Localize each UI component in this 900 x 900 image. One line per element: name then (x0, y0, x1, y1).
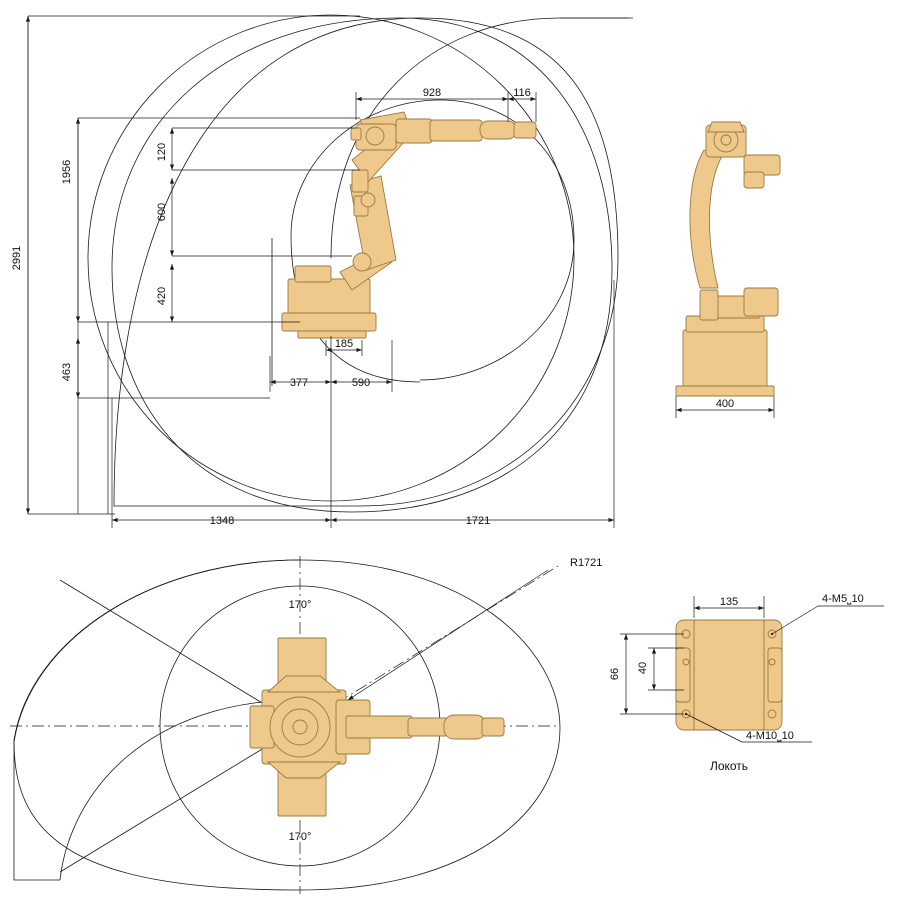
dim-66: 66 (609, 667, 621, 681)
dim-r1721: R1721 (570, 557, 603, 569)
angle-upper-170: 170° (288, 599, 312, 611)
callout-4-m10: 4-M10⎵10 (746, 730, 794, 742)
top-view-dimensions (0, 0, 548, 700)
dim-40: 40 (637, 661, 649, 675)
dim-377: 377 (289, 377, 309, 389)
callout-4-m5: 4-M5⎵10 (822, 593, 864, 605)
dim-185: 185 (334, 338, 354, 350)
dim-120: 120 (156, 142, 168, 162)
elbow-detail-body (676, 620, 782, 730)
dim-116: 116 (513, 87, 531, 99)
angle-lower-170: 170° (288, 831, 312, 843)
dim-420: 420 (156, 286, 168, 306)
dim-928: 928 (422, 87, 442, 99)
front-view-robot (676, 122, 780, 396)
side-view-robot (282, 112, 536, 338)
top-view-robot (250, 638, 504, 816)
dim-1721: 1721 (465, 515, 491, 527)
dim-590: 590 (351, 377, 371, 389)
elbow-caption: Локоть (709, 759, 749, 773)
dim-135: 135 (719, 596, 739, 608)
dim-2991: 2991 (11, 245, 23, 271)
side-view-dimensions (28, 10, 640, 528)
dim-1956: 1956 (61, 159, 73, 185)
dim-400: 400 (715, 398, 735, 410)
dim-463: 463 (61, 362, 73, 382)
dim-1348: 1348 (209, 515, 235, 527)
dim-600: 600 (156, 202, 168, 222)
